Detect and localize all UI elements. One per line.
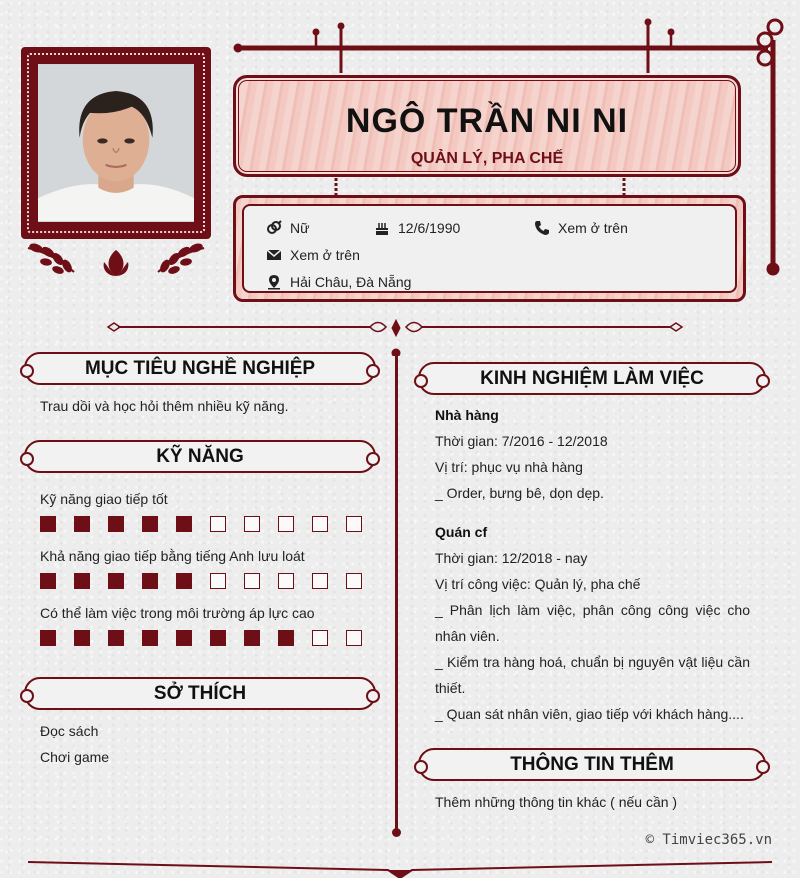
job-duty: _ Order, bưng bê, dọn dẹp.: [435, 485, 604, 501]
experience-header: [418, 362, 766, 395]
laurel-ornament: [24, 240, 208, 280]
rating-dot-empty: [312, 630, 328, 646]
portrait-image: [38, 64, 194, 222]
hobby-item: Chơi game: [40, 749, 110, 765]
rating-dot-empty: [210, 573, 226, 589]
rating-dot-filled: [142, 573, 158, 589]
job-duty: _ Quan sát nhân viên, giao tiếp với khách hàng....: [435, 706, 744, 722]
rating-dot-empty: [278, 516, 294, 532]
rating-dot-empty: [210, 516, 226, 532]
objective-header: [24, 352, 376, 385]
watermark: © Timviec365.vn: [645, 832, 772, 848]
gender-value: Nữ: [290, 220, 310, 236]
skill-rating: [40, 630, 362, 646]
hobbies-title: SỞ THÍCH: [153, 683, 247, 704]
profile-photo: [38, 64, 194, 222]
rating-dot-empty: [312, 516, 328, 532]
rating-dot-filled: [40, 573, 56, 589]
phone-item: [534, 220, 628, 236]
contact-panel: [242, 204, 737, 293]
profile-photo-frame: [21, 47, 211, 239]
skills-title: KỸ NĂNG: [156, 446, 244, 467]
experience-title: KINH NGHIỆM LÀM VIỆC: [480, 368, 704, 389]
rating-dot-empty: [244, 516, 260, 532]
skill-rating: [40, 516, 362, 532]
skill-name: Khả năng giao tiếp bằng tiếng Anh lưu loát: [40, 548, 305, 564]
email-icon: [266, 247, 282, 263]
experience-list: [435, 402, 750, 727]
candidate-position: QUẢN LÝ, PHA CHẾ: [410, 150, 564, 167]
rating-dot-empty: [346, 516, 362, 532]
hobbies-header: [24, 677, 376, 710]
rating-dot-filled: [108, 573, 124, 589]
rating-dot-empty: [278, 573, 294, 589]
address-value: Hải Châu, Đà Nẵng: [290, 274, 412, 290]
name-board: [233, 75, 741, 177]
job-duty: _ Phân lịch làm việc, phân công công việc cho nhân viên.: [435, 602, 750, 644]
rating-dot-filled: [108, 630, 124, 646]
location-pin-icon: [266, 274, 282, 290]
job-company: Quán cf: [435, 524, 488, 540]
job-duty: _ Kiểm tra hàng hoá, chuẩn bị nguyên vật liệu cần thiết.: [435, 654, 750, 696]
email-value: Xem ở trên: [290, 247, 360, 263]
rating-dot-empty: [346, 573, 362, 589]
photo-frame-border: [27, 53, 205, 233]
job-role: Vị trí: phục vụ nhà hàng: [435, 459, 583, 475]
rating-dot-filled: [40, 516, 56, 532]
gender-item: [266, 220, 309, 236]
job-time: Thời gian: 7/2016 - 12/2018: [435, 433, 608, 449]
objective-title: MỤC TIÊU NGHỀ NGHIỆP: [84, 358, 316, 379]
rating-dot-filled: [142, 516, 158, 532]
rating-dot-empty: [346, 630, 362, 646]
objective-text: Trau dồi và học hỏi thêm nhiều kỹ năng.: [40, 398, 289, 414]
rating-dot-filled: [74, 630, 90, 646]
skill-name: Kỹ năng giao tiếp tốt: [40, 491, 168, 507]
rating-dot-filled: [244, 630, 260, 646]
email-item: [266, 247, 360, 263]
address-item: [266, 274, 411, 290]
contact-board: [233, 195, 746, 302]
skills-header: [24, 440, 376, 473]
birthday-item: [374, 220, 460, 236]
job-time: Thời gian: 12/2018 - nay: [435, 550, 588, 566]
footer-ornament: [28, 858, 772, 878]
extra-info-title: THÔNG TIN THÊM: [510, 754, 674, 775]
rating-dot-filled: [74, 516, 90, 532]
skill-rating: [40, 573, 362, 589]
phone-icon: [534, 220, 550, 236]
rating-dot-filled: [176, 630, 192, 646]
birthday-cake-icon: [374, 220, 390, 236]
rating-dot-filled: [142, 630, 158, 646]
rating-dot-filled: [40, 630, 56, 646]
rating-dot-empty: [312, 573, 328, 589]
job-company: Nhà hàng: [435, 407, 499, 423]
rating-dot-empty: [244, 573, 260, 589]
phone-value: Xem ở trên: [558, 220, 628, 236]
rating-dot-filled: [176, 516, 192, 532]
birthday-value: 12/6/1990: [398, 220, 461, 236]
skill-name: Có thể làm việc trong môi trường áp lực cao: [40, 605, 315, 621]
rating-dot-filled: [176, 573, 192, 589]
extra-info-text: Thêm những thông tin khác ( nếu cần ): [435, 794, 678, 810]
job-role: Vị trí công việc: Quản lý, pha chế: [435, 576, 641, 592]
center-vertical-line: [395, 353, 398, 831]
candidate-name: NGÔ TRẦN NI NI: [345, 102, 629, 140]
rating-dot-filled: [278, 630, 294, 646]
rating-dot-filled: [108, 516, 124, 532]
gender-icon: [266, 220, 282, 236]
rating-dot-filled: [210, 630, 226, 646]
extra-info-header: [418, 748, 766, 781]
rating-dot-filled: [74, 573, 90, 589]
center-line-end: [392, 828, 401, 837]
divider-ornament: [100, 316, 690, 356]
hobby-item: Đọc sách: [40, 723, 99, 739]
